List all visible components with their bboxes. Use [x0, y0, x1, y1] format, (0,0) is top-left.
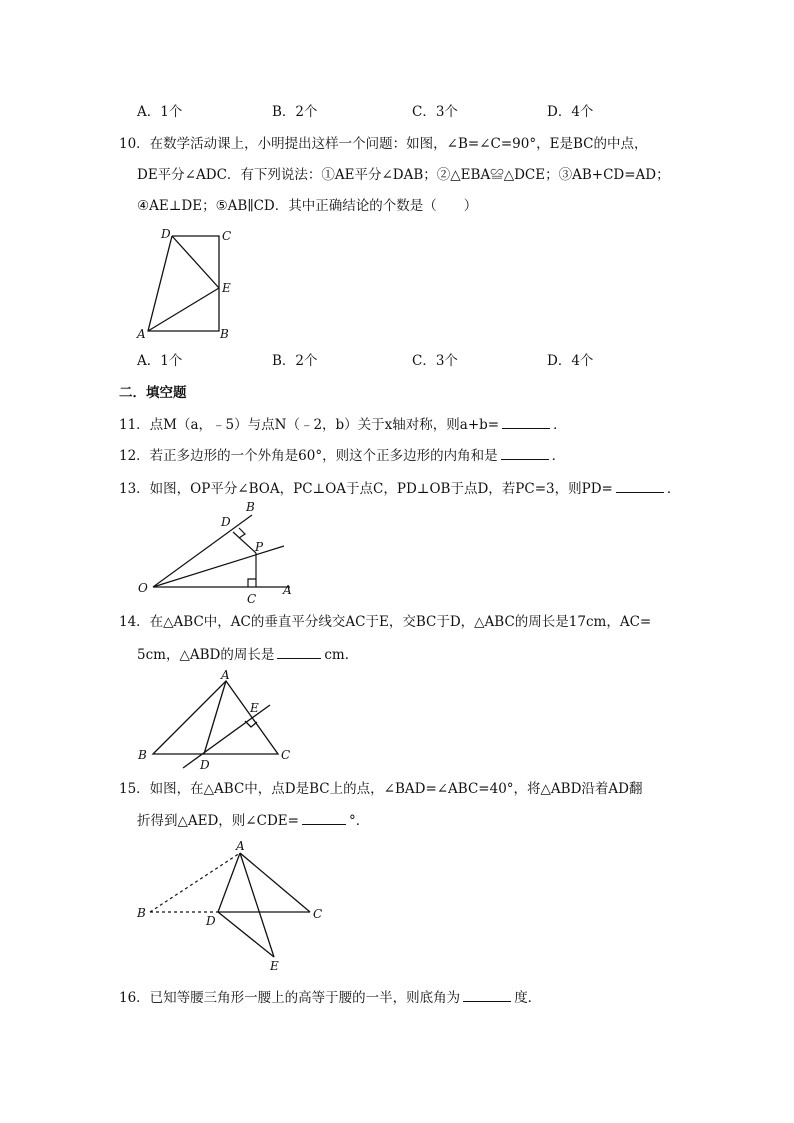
- q11-text: 11．点M（a，﹣5）与点N（﹣2，b）关于x轴对称，则a+b=: [119, 417, 500, 433]
- q15-label-e: E: [270, 959, 279, 973]
- q13-label-o: O: [138, 581, 148, 595]
- q15-end: °．: [348, 813, 370, 829]
- q10-label-b: B: [220, 327, 229, 341]
- option-a: A．1个: [137, 353, 183, 369]
- q15-dashed-ba: [150, 853, 240, 912]
- q10-line3: ④AE⊥DE；⑤AB∥CD．其中正确结论的个数是（ ）: [137, 198, 478, 214]
- q14-label-e: E: [250, 701, 259, 715]
- option-c: C．3个: [412, 104, 458, 120]
- q16: [119, 988, 541, 1007]
- option-d: D．4个: [547, 104, 594, 120]
- q11-end: ．: [553, 417, 567, 433]
- q15-segment-de: [218, 912, 274, 957]
- q13-end: ．: [666, 481, 681, 497]
- section-heading: 二．填空题: [119, 385, 187, 401]
- q14-label-d: D: [200, 758, 210, 772]
- q12-text: 12．若正多边形的一个外角是60°，则这个正多边形的内角和是: [119, 448, 498, 464]
- q10-label-c: C: [222, 229, 232, 243]
- q14-label-a: A: [221, 668, 230, 682]
- q16-end: 度．: [514, 990, 542, 1006]
- q14-end: cm．: [324, 647, 359, 663]
- option-a: A．1个: [137, 104, 183, 120]
- q13-label-c: C: [247, 592, 257, 606]
- q14-label-c: C: [281, 748, 291, 762]
- q13-label-d: D: [221, 515, 231, 529]
- q13-label-a: A: [283, 583, 292, 597]
- q10-label-d: D: [161, 227, 171, 241]
- q13-label-p: P: [255, 540, 264, 554]
- option-b: B．2个: [272, 353, 318, 369]
- q15-label-d: D: [206, 914, 216, 928]
- q14-label-b: B: [138, 748, 147, 762]
- q14-text: 5cm，△ABD的周长是: [137, 647, 275, 663]
- q15-text: 折得到△AED，则∠CDE=: [137, 813, 299, 829]
- q10-label-a: A: [137, 327, 146, 341]
- q16-answer-blank[interactable]: [463, 988, 511, 1002]
- q10-line2: DE平分∠ADC．有下列说法：①AE平分∠DAB；②△EBA≌△DCE；③AB+CD=AD；: [137, 167, 670, 183]
- q15-segment-ae: [240, 853, 274, 957]
- option-c: C．3个: [412, 353, 458, 369]
- q15-segment-ac: [240, 853, 310, 912]
- q12-end: ．: [551, 448, 566, 464]
- q15-label-a: A: [236, 839, 245, 853]
- q15-segment-ad: [218, 853, 240, 912]
- q14-line1: 14．在△ABC中，AC的垂直平分线交AC于E，交BC于D，△ABC的周长是17cm，AC=: [119, 614, 652, 630]
- option-d: D．4个: [547, 353, 594, 369]
- q15-label-b: B: [137, 906, 146, 920]
- q10-label-e: E: [222, 281, 231, 295]
- q13-text: 13．如图，OP平分∠BOA，PC⊥OA于点C，PD⊥OB于点D，若PC=3，则PD=: [119, 481, 613, 497]
- option-b: B．2个: [272, 104, 318, 120]
- q13-label-b: B: [246, 500, 255, 514]
- q15-line1: 15．如图，在△ABC中，点D是BC上的点，∠BAD=∠ABC=40°，将△ABD沿着AD翻: [119, 781, 643, 797]
- q10-line1: 10．在数学活动课上，小明提出这样一个问题：如图，∠B=∠C=90°，E是BC的中点，: [119, 136, 648, 152]
- q16-text: 16．已知等腰三角形一腰上的高等于腰的一半，则底角为: [119, 990, 461, 1006]
- q15-label-c: C: [313, 907, 323, 921]
